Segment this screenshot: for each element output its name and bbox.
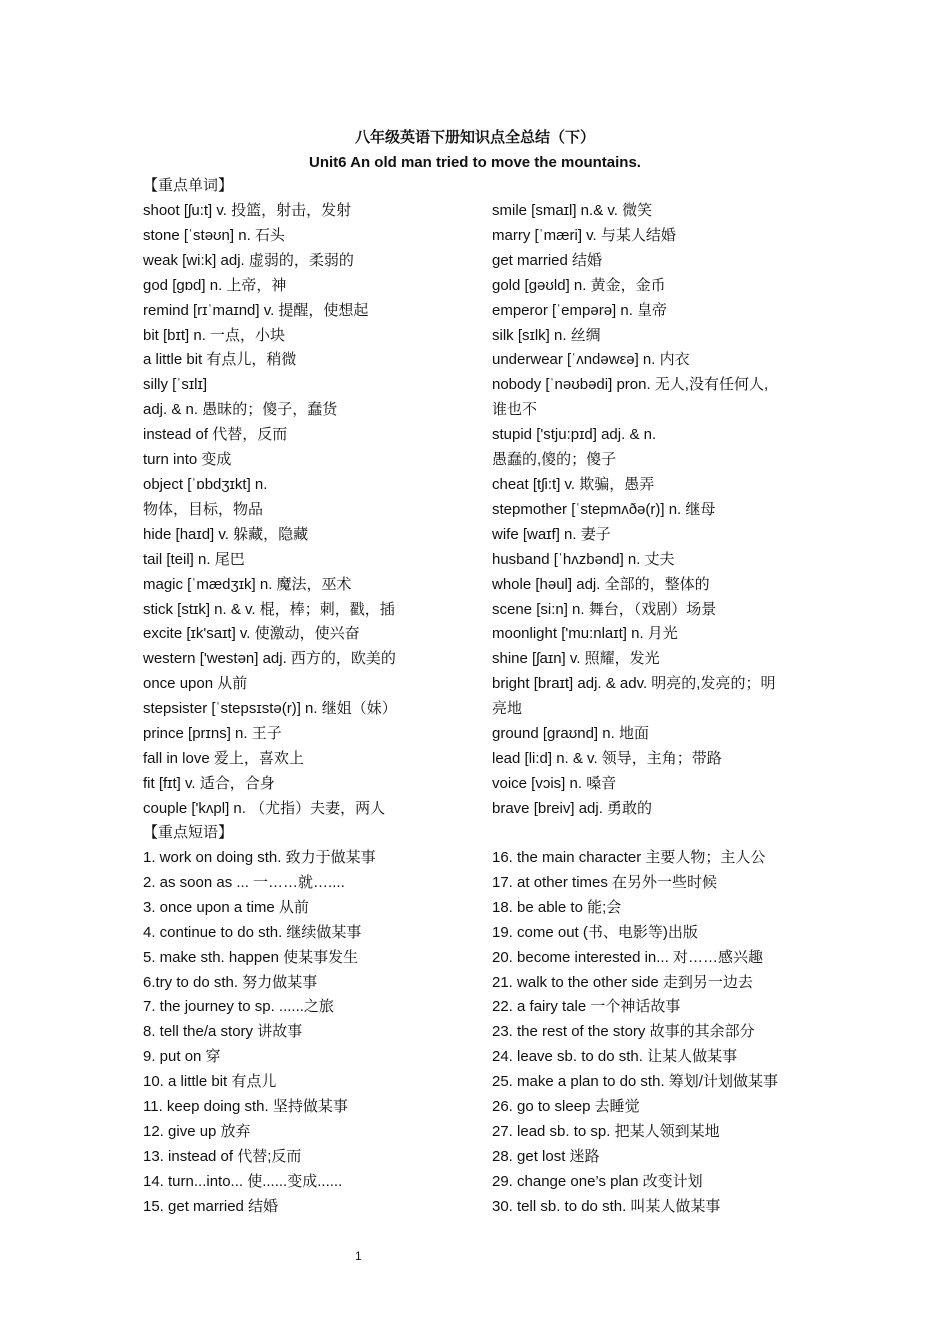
list-item: lead [li:d] n. & v. 领导，主角；带路 — [492, 749, 722, 767]
list-item: ground [graʊnd] n. 地面 — [492, 725, 649, 743]
list-item: stupid ['stju:pɪd] adj. & n. — [492, 426, 657, 444]
list-item: 20. become interested in... 对……感兴趣 — [492, 948, 763, 966]
list-item: 16. the main character 主要人物；主人公 — [492, 849, 766, 866]
list-item: smile [smaɪl] n.& v. 微笑 — [492, 202, 653, 219]
list-item: 28. get lost 迷路 — [492, 1147, 600, 1165]
list-item: 5. make sth. happen 使某事发生 — [143, 948, 359, 966]
list-item: god [gɒd] n. 上帝，神 — [143, 276, 287, 294]
list-item: silly [ˈsɪlɪ] — [143, 376, 208, 394]
list-item: 10. a little bit 有点儿 — [143, 1073, 277, 1091]
list-item: stick [stɪk] n. & v. 棍，棒；刺，戳，插 — [143, 600, 395, 618]
list-item: 25. make a plan to do sth. 筹划/计划做某事 — [492, 1073, 778, 1091]
list-item: brave [breiv] adj. 勇敢的 — [492, 799, 653, 817]
list-item: husband [ˈhʌzbənd] n. 丈夫 — [492, 550, 675, 568]
list-item: stepsister [ˈstepsɪstə(r)] n. 继姐（妹） — [143, 700, 397, 718]
list-item: a little bit 有点儿，稍微 — [143, 351, 297, 369]
vocab-list-right — [492, 199, 812, 822]
page-title: 八年级英语下册知识点全总结（下） — [354, 129, 595, 146]
list-item: excite [ɪk'saɪt] v. 使激动，使兴奋 — [143, 625, 360, 643]
list-item: stone [ˈstəʊn] n. 石头 — [143, 226, 285, 244]
list-item: 19. come out (书、电影等)出版 — [492, 923, 698, 941]
list-item: wife [waɪf] n. 妻子 — [492, 525, 611, 543]
list-item: 13. instead of 代替;反而 — [143, 1147, 302, 1165]
list-item: 2. as soon as ... 一……就….... — [143, 873, 345, 891]
list-item: bright [braɪt] adj. & adv. 明亮的,发亮的；明 — [492, 675, 776, 693]
list-item: 谁也不 — [492, 401, 538, 419]
list-item: moonlight ['mu:nlaɪt] n. 月光 — [492, 625, 678, 643]
list-item: 14. turn...into... 使......变成...... — [143, 1172, 343, 1190]
list-item: 7. the journey to sp. ......之旅 — [143, 998, 334, 1016]
list-item: remind [rɪˈmaɪnd] v. 提醒，使想起 — [143, 301, 369, 319]
list-item: 24. leave sb. to do sth. 让某人做某事 — [492, 1048, 738, 1066]
list-item: hide [haɪd] v. 躲藏，隐藏 — [143, 525, 309, 543]
list-item: 30. tell sb. to do sth. 叫某人做某事 — [492, 1197, 721, 1215]
phrases-list-right — [492, 846, 832, 1220]
list-item: emperor [ˈempərə] n. 皇帝 — [492, 301, 668, 319]
list-item: prince [prɪns] n. 王子 — [143, 725, 282, 743]
list-item: 17. at other times 在另外一些时候 — [492, 873, 718, 891]
list-item: 15. get married 结婚 — [143, 1197, 279, 1215]
list-item: couple ['kʌpl] n. （尤指）夫妻，两人 — [143, 799, 386, 817]
list-item: get married 结婚 — [492, 251, 603, 269]
list-item: marry [ˈmæri] v. 与某人结婚 — [492, 226, 676, 244]
list-item: fit [fɪt] v. 适合，合身 — [143, 774, 275, 792]
list-item: turn into 变成 — [143, 451, 232, 469]
list-item: whole [həul] adj. 全部的，整体的 — [492, 575, 710, 593]
list-item: 27. lead sb. to sp. 把某人领到某地 — [492, 1122, 720, 1140]
list-item: once upon 从前 — [143, 675, 248, 693]
list-item: voice [vɔis] n. 嗓音 — [492, 774, 617, 792]
list-item: scene [si:n] n. 舞台，（戏剧）场景 — [492, 600, 717, 618]
list-item: shoot [ʃu:t] v. 投篮，射击，发射 — [143, 202, 352, 219]
list-item: 亮地 — [492, 700, 523, 718]
list-item: tail [teil] n. 尾巴 — [143, 550, 245, 568]
list-item: fall in love 爱上，喜欢上 — [143, 749, 304, 767]
list-item: nobody [ˈnəʊbədi] pron. 无人,没有任何人, — [492, 376, 769, 394]
list-item: 22. a fairy tale 一个神话故事 — [492, 998, 681, 1016]
list-item: bit [bɪt] n. 一点，小块 — [143, 326, 286, 344]
list-item: gold [gəʊld] n. 黄金，金币 — [492, 276, 666, 294]
list-item: 18. be able to 能;会 — [492, 898, 622, 916]
list-item: 愚蠢的,傻的；傻子 — [492, 451, 617, 469]
list-item: 9. put on 穿 — [143, 1048, 221, 1066]
list-item: 12. give up 放弃 — [143, 1122, 251, 1140]
list-item: 3. once upon a time 从前 — [143, 898, 309, 916]
list-item: 23. the rest of the story 故事的其余部分 — [492, 1023, 755, 1041]
list-item: 26. go to sleep 去睡觉 — [492, 1098, 640, 1116]
list-item: weak [wi:k] adj. 虚弱的，柔弱的 — [143, 251, 354, 269]
page-number: 1 — [355, 1249, 362, 1263]
list-item: adj. & n. 愚昧的；傻子，蠢货 — [143, 401, 338, 419]
list-item: western ['westən] adj. 西方的，欧美的 — [143, 650, 396, 668]
list-item: object [ˈɒbdʒɪkt] n. — [143, 475, 268, 493]
list-item: 1. work on doing sth. 致力于做某事 — [143, 849, 376, 866]
vocab-heading: 【重点单词】 — [143, 177, 234, 194]
list-item: 8. tell the/a story 讲故事 — [143, 1023, 303, 1041]
vocab-list-left — [143, 199, 483, 822]
list-item: 29. change one’s plan 改变计划 — [492, 1172, 703, 1190]
list-item: 21. walk to the other side 走到另一边去 — [492, 973, 753, 991]
phrases-heading: 【重点短语】 — [143, 824, 234, 841]
list-item: shine [ʃaɪn] v. 照耀，发光 — [492, 650, 660, 668]
phrases-list-left — [143, 846, 483, 1220]
list-item: magic [ˈmædʒɪk] n. 魔法，巫术 — [143, 575, 352, 593]
list-item: cheat [tʃi:t] v. 欺骗，愚弄 — [492, 475, 655, 493]
list-item: 物体，目标，物品 — [143, 500, 264, 518]
list-item: instead of 代替，反而 — [143, 426, 288, 444]
list-item: 4. continue to do sth. 继续做某事 — [143, 923, 362, 941]
list-item: 6.try to do sth. 努力做某事 — [143, 973, 318, 991]
list-item: underwear [ˈʌndəwεə] n. 内衣 — [492, 351, 690, 369]
list-item: stepmother [ˈstepmʌðə(r)] n. 继母 — [492, 500, 716, 518]
list-item: silk [sɪlk] n. 丝绸 — [492, 326, 601, 344]
list-item: 11. keep doing sth. 坚持做某事 — [143, 1098, 348, 1116]
unit-subtitle: Unit6 An old man tried to move the mountains. — [309, 154, 641, 171]
